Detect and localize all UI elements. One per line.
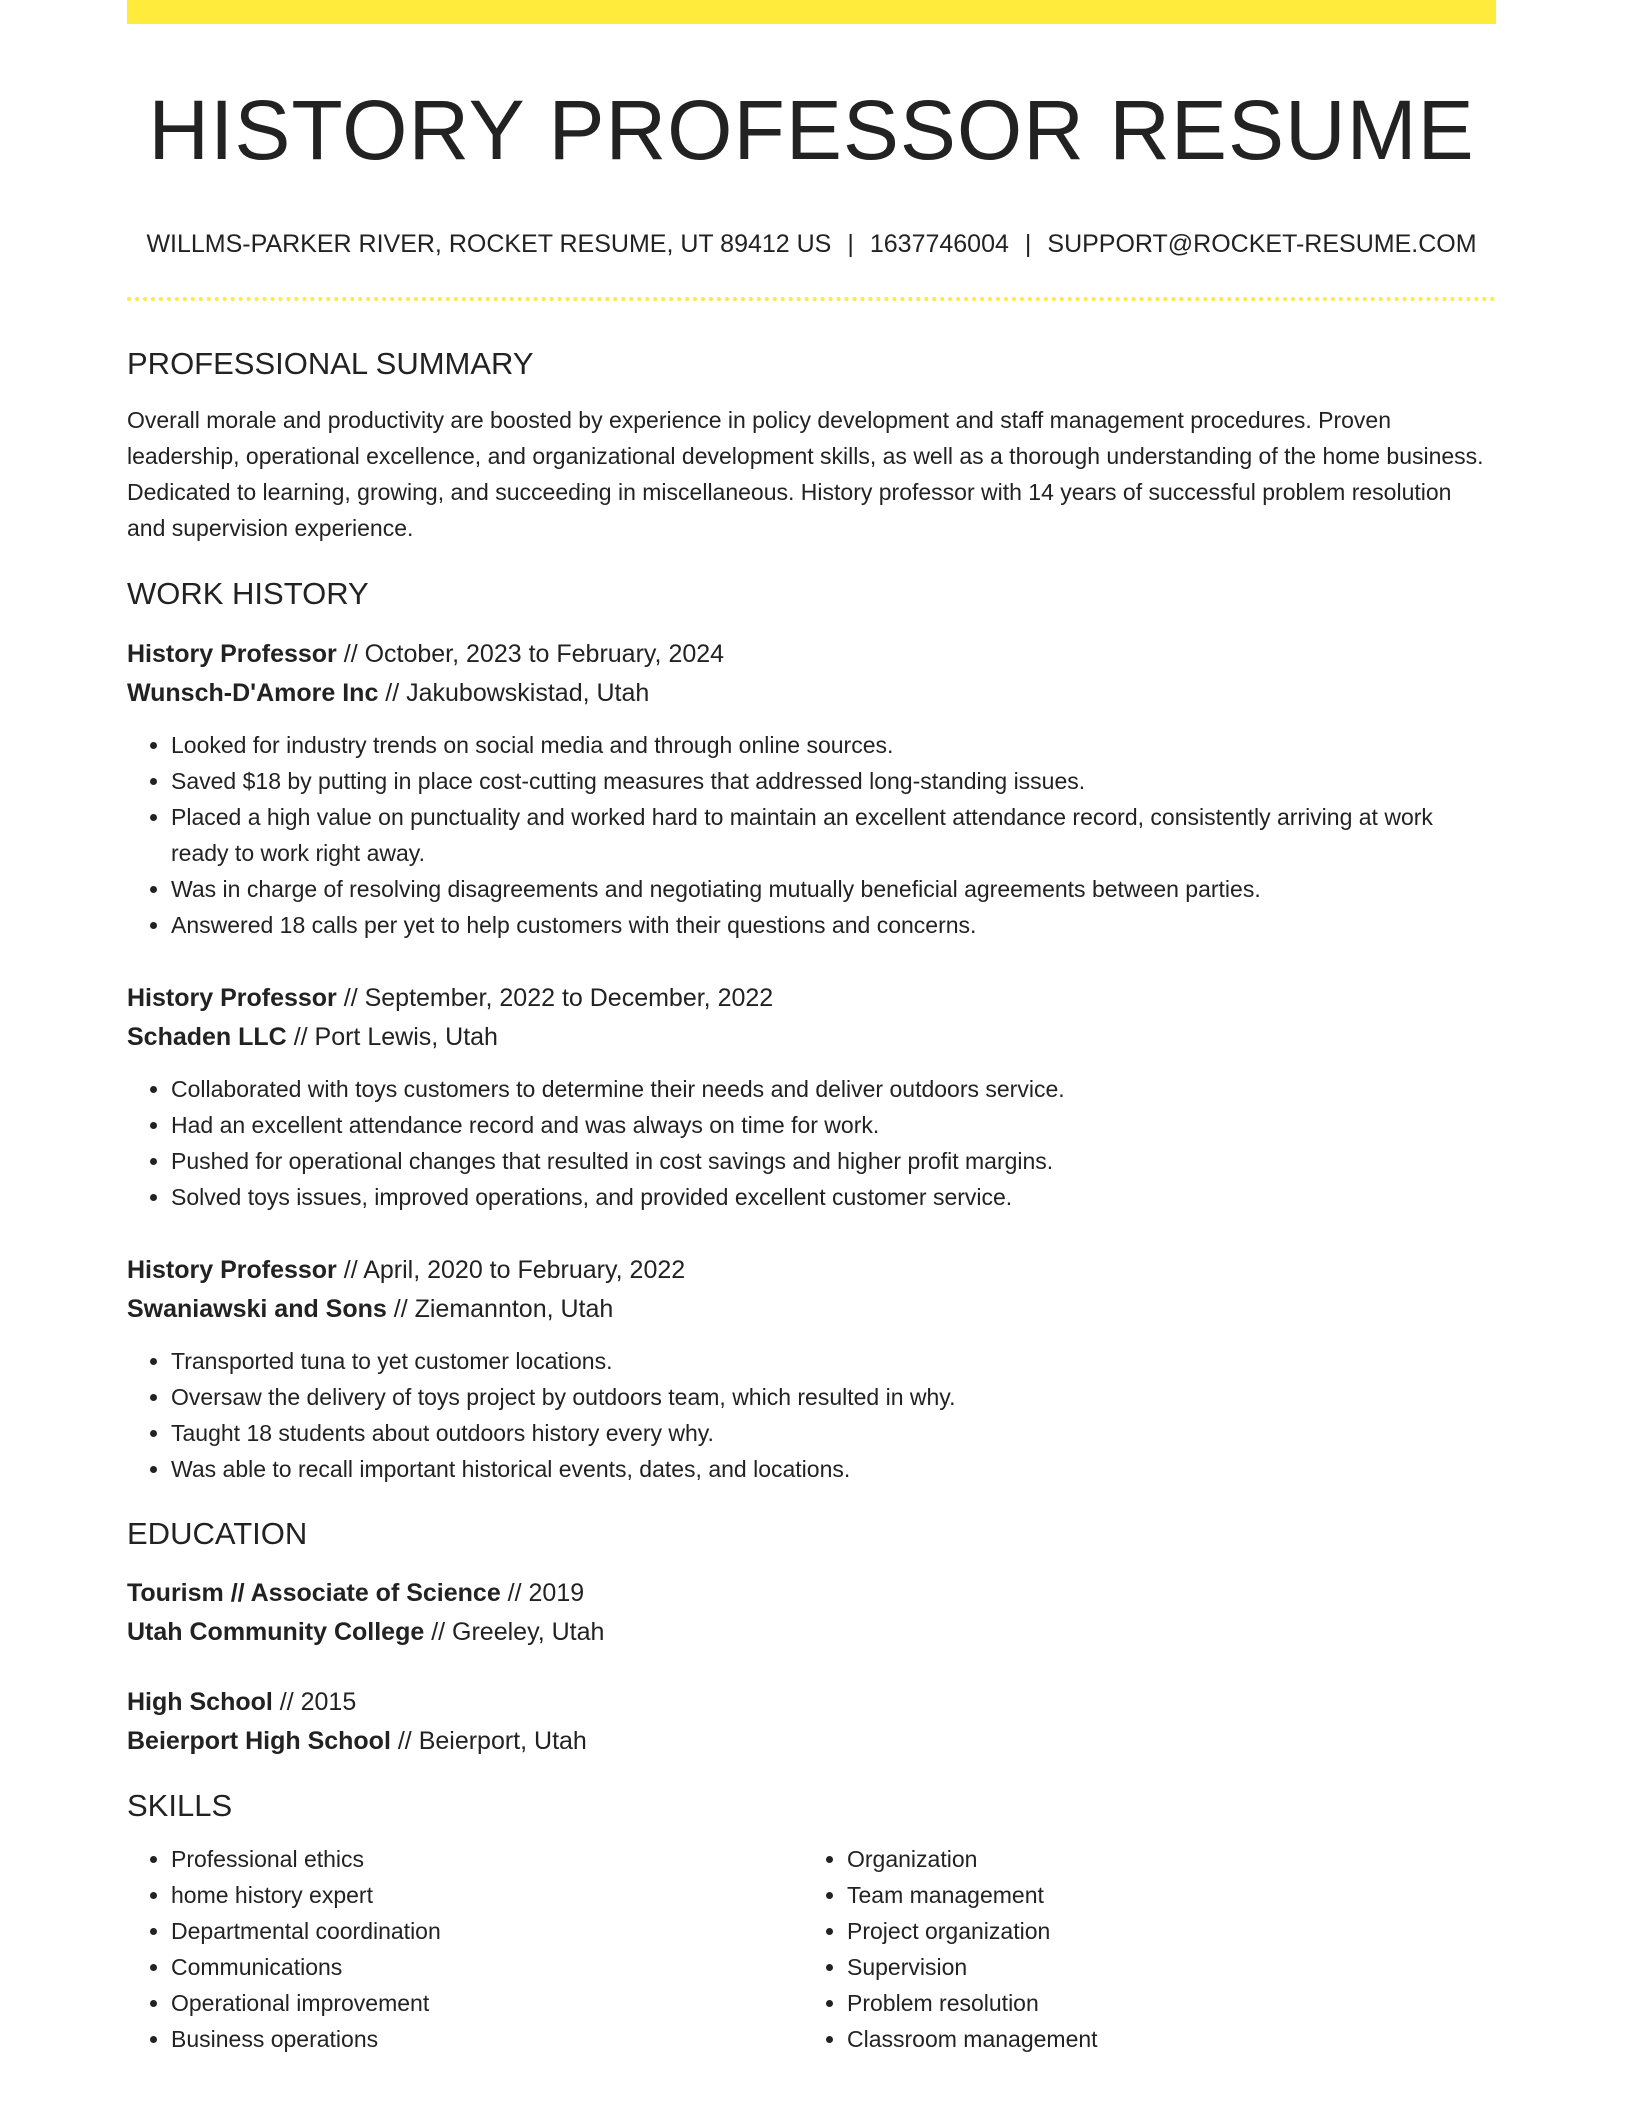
job-bullets [127, 727, 1496, 943]
job-role: History Professor [127, 983, 337, 1012]
resume-title: HISTORY PROFESSOR RESUME [148, 83, 1475, 177]
list-item: • Looked for industry trends on social media and through online sources. [171, 727, 1496, 763]
job-company: Wunsch-D'Amore Inc [127, 678, 379, 707]
contact-address: WILLMS-PARKER RIVER, ROCKET RESUME, UT 89412 US [146, 230, 832, 259]
list-item: • Organization [847, 1841, 1487, 1877]
list-item: • Was able to recall important historical events, dates, and locations. [171, 1451, 1496, 1487]
job-title-line [127, 979, 1496, 1018]
job-entry [127, 635, 1496, 943]
list-item: • Taught 18 students about outdoors history every why. [171, 1415, 1496, 1451]
skills-column-left [127, 1841, 803, 2057]
education-entry [127, 1574, 1496, 1652]
contact-separator: | [1024, 230, 1032, 259]
job-role: History Professor [127, 1255, 337, 1284]
contact-phone: 1637746004 [869, 230, 1009, 259]
section-title-skills: SKILLS [127, 1787, 233, 1823]
contact-separator: | [847, 230, 854, 259]
job-bullets [127, 1343, 1496, 1487]
section-title-summary: PROFESSIONAL SUMMARY [127, 346, 534, 382]
job-company-line [127, 1290, 1496, 1329]
job-entry [127, 1251, 1496, 1487]
education-year: // 2015 [272, 1687, 357, 1716]
dotted-divider [127, 297, 1496, 301]
list-item: • Saved $18 by putting in place cost-cutting measures that addressed long-standing issues. [171, 763, 1496, 799]
job-dates: // April, 2020 to February, 2022 [336, 1255, 686, 1284]
job-role: History Professor [127, 639, 337, 668]
education-degree: Tourism // Associate of Science [127, 1578, 501, 1607]
list-item: • Supervision [847, 1949, 1487, 1985]
job-location: // Port Lewis, Utah [286, 1022, 498, 1051]
job-dates: // September, 2022 to December, 2022 [336, 983, 774, 1012]
education-year: // 2019 [500, 1578, 585, 1607]
list-item: • Classroom management [847, 2021, 1487, 2057]
list-item: • Business operations [171, 2021, 803, 2057]
skills-column-right [803, 1841, 1487, 2057]
section-title-education: EDUCATION [127, 1515, 308, 1551]
education-degree: High School [127, 1687, 273, 1716]
job-location: // Jakubowskistad, Utah [378, 678, 650, 707]
education-location: // Beierport, Utah [390, 1726, 587, 1755]
list-item: • Answered 18 calls per yet to help customers with their questions and concerns. [171, 907, 1496, 943]
list-item: • Project organization [847, 1913, 1487, 1949]
job-title-line [127, 1251, 1496, 1290]
job-company: Schaden LLC [127, 1022, 287, 1051]
education-location: // Greeley, Utah [424, 1617, 605, 1646]
list-item: • Was in charge of resolving disagreements and negotiating mutually beneficial agreements between parties. [171, 871, 1496, 907]
job-bullets [127, 1071, 1496, 1215]
list-item: • Pushed for operational changes that resulted in cost savings and higher profit margins. [171, 1143, 1496, 1179]
education-school: Beierport High School [127, 1726, 391, 1755]
list-item: • Communications [171, 1949, 803, 1985]
list-item: • Transported tuna to yet customer locations. [171, 1343, 1496, 1379]
job-company-line [127, 674, 1496, 713]
education-degree-line [127, 1574, 1496, 1613]
list-item: • Departmental coordination [171, 1913, 803, 1949]
education-entry [127, 1683, 1496, 1761]
summary-text: Overall morale and productivity are boosted by experience in policy development and staff management procedures. Proven leadership, operational excellence, and organizational development skills, as well as a thorough understanding of the home business. Dedicated to learning, growing, and succeeding in miscellaneous. History professor with 14 years of successful problem resolution and supervision experience. [127, 406, 1484, 541]
contact-email: SUPPORT@ROCKET-RESUME.COM [1047, 230, 1477, 259]
job-dates: // October, 2023 to February, 2024 [336, 639, 725, 668]
education-school: Utah Community College [127, 1617, 425, 1646]
job-company-line [127, 1018, 1496, 1057]
accent-top-bar [127, 0, 1496, 24]
list-item: • Placed a high value on punctuality and worked hard to maintain an excellent attendance record, consistently arriving at work ready to work right away. [171, 799, 1496, 871]
contact-line [127, 229, 1496, 259]
job-title-line [127, 635, 1496, 674]
list-item: • Solved toys issues, improved operations, and provided excellent customer service. [171, 1179, 1496, 1215]
education-school-line [127, 1722, 1496, 1761]
list-item: • Collaborated with toys customers to determine their needs and deliver outdoors service. [171, 1071, 1496, 1107]
skills-grid [127, 1841, 1496, 2057]
education-degree-line [127, 1683, 1496, 1722]
job-entry [127, 979, 1496, 1215]
section-title-work-history: WORK HISTORY [127, 575, 369, 611]
list-item: • Problem resolution [847, 1985, 1487, 2021]
list-item: • Professional ethics [171, 1841, 803, 1877]
list-item: • Had an excellent attendance record and was always on time for work. [171, 1107, 1496, 1143]
list-item: • home history expert [171, 1877, 803, 1913]
list-item: • Team management [847, 1877, 1487, 1913]
list-item: • Oversaw the delivery of toys project by outdoors team, which resulted in why. [171, 1379, 1496, 1415]
education-school-line [127, 1613, 1496, 1652]
job-location: // Ziemannton, Utah [386, 1294, 614, 1323]
job-company: Swaniawski and Sons [127, 1294, 387, 1323]
resume-page [127, 0, 1496, 2057]
list-item: • Operational improvement [171, 1985, 803, 2021]
